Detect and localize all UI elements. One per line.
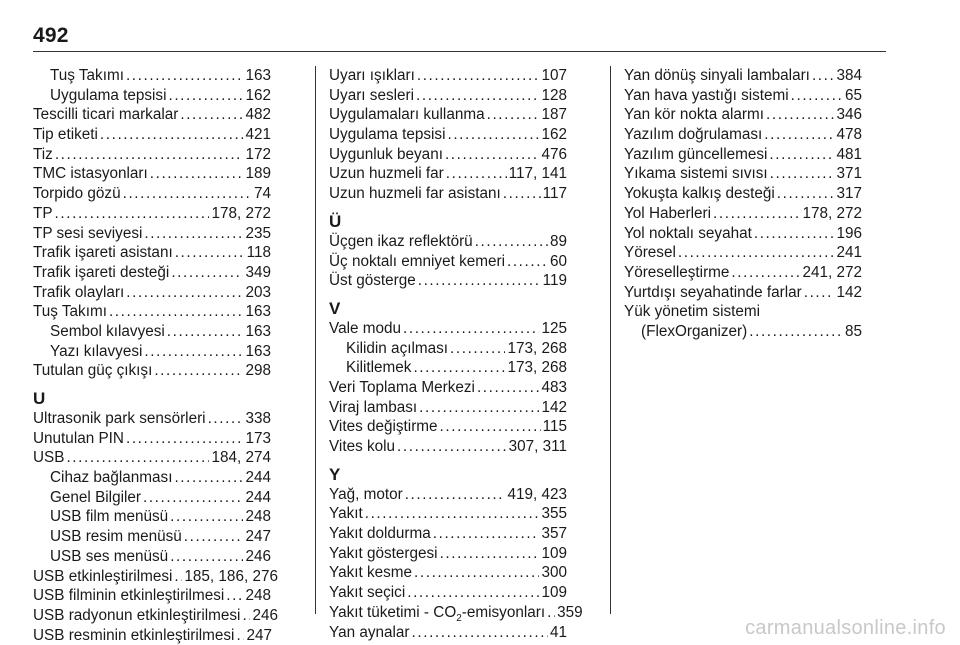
index-entry bbox=[624, 105, 862, 125]
index-page-numbers: 85 bbox=[844, 322, 862, 340]
index-page-numbers: 482 bbox=[245, 106, 271, 124]
index-term: Yük yönetim sistemi bbox=[624, 303, 761, 321]
index-term: Trafik işareti asistanı bbox=[33, 244, 173, 262]
dot-leader bbox=[764, 125, 834, 145]
dot-leader bbox=[174, 468, 243, 488]
index-page-numbers: 307, 311 bbox=[508, 438, 567, 455]
dot-leader bbox=[446, 164, 507, 184]
dot-leader bbox=[174, 567, 182, 587]
index-page-numbers: 89 bbox=[549, 232, 567, 250]
index-entry bbox=[329, 544, 567, 564]
index-page-numbers: 241 bbox=[836, 244, 862, 262]
index-page-numbers: 142 bbox=[541, 398, 567, 416]
index-entry bbox=[624, 322, 862, 342]
index-entry bbox=[329, 378, 567, 398]
index-term: Yağ, motor bbox=[329, 485, 403, 503]
index-term: Uzun huzmeli far asistanı bbox=[329, 185, 501, 203]
dot-leader bbox=[450, 339, 505, 359]
index-subentry bbox=[33, 342, 271, 362]
dot-leader bbox=[55, 204, 210, 224]
index-page-numbers: 355 bbox=[541, 505, 567, 523]
index-entry bbox=[33, 145, 271, 165]
index-page-numbers: 244 bbox=[245, 488, 271, 506]
dot-leader bbox=[749, 322, 843, 342]
index-page-numbers: 178, 272 bbox=[802, 204, 862, 222]
index-page-numbers: 246 bbox=[245, 547, 271, 565]
dot-leader bbox=[397, 437, 507, 457]
dot-leader bbox=[812, 66, 835, 86]
index-term: Yöreselleştirme bbox=[624, 263, 730, 281]
dot-leader bbox=[236, 626, 244, 645]
index-page-numbers: 119 bbox=[542, 272, 567, 290]
index-subentry bbox=[33, 488, 271, 508]
index-page-numbers: 359 bbox=[557, 603, 583, 621]
index-page-numbers: 300 bbox=[541, 564, 567, 582]
index-page-numbers: 478 bbox=[836, 126, 862, 144]
dot-leader bbox=[407, 583, 539, 603]
column-divider bbox=[315, 66, 316, 614]
index-page-numbers: 349 bbox=[245, 263, 271, 281]
index-term: Yol Haberleri bbox=[624, 204, 712, 222]
index-term: Yıkama sistemi sıvısı bbox=[624, 165, 768, 183]
index-term: Veri Toplama Merkezi bbox=[329, 378, 475, 396]
index-term: Viraj lambası bbox=[329, 398, 418, 416]
dot-leader bbox=[154, 361, 243, 381]
index-term: Vites değiştirme bbox=[329, 418, 438, 436]
index-entry bbox=[33, 429, 271, 449]
index-page-numbers: 244 bbox=[245, 469, 271, 487]
index-page-numbers: 248 bbox=[245, 587, 271, 605]
dot-leader bbox=[180, 105, 243, 125]
index-entry bbox=[329, 145, 567, 165]
dot-leader bbox=[433, 524, 540, 544]
index-term: Vale modu bbox=[329, 319, 401, 337]
index-page-numbers: 173 bbox=[245, 429, 271, 447]
index-term: USB filminin etkinleştirilmesi bbox=[33, 587, 225, 605]
index-page-numbers: 162 bbox=[245, 86, 271, 104]
index-term: Yakıt kesme bbox=[329, 564, 413, 582]
dot-leader bbox=[168, 86, 243, 106]
index-entry bbox=[329, 583, 567, 603]
index-term: Vites kolu bbox=[329, 438, 396, 455]
index-term: Torpido gözü bbox=[33, 185, 121, 203]
index-page-numbers: 163 bbox=[245, 322, 271, 340]
index-term: Yakıt bbox=[329, 505, 363, 523]
index-term: Üç noktalı emniyet kemeri bbox=[329, 252, 505, 270]
index-term: Yakıt göstergesi bbox=[329, 544, 438, 562]
index-term: USB resminin etkinleştirilmesi bbox=[33, 626, 235, 644]
dot-leader bbox=[150, 164, 244, 184]
dot-leader bbox=[126, 429, 243, 449]
index-entry bbox=[329, 437, 567, 457]
index-page-numbers: 163 bbox=[245, 342, 271, 360]
index-page-numbers: 189 bbox=[245, 165, 271, 183]
page-number: 492 bbox=[33, 24, 69, 47]
dot-leader bbox=[170, 547, 243, 567]
dot-leader bbox=[66, 448, 209, 468]
index-entry bbox=[624, 86, 862, 106]
index-page-numbers: 384 bbox=[836, 67, 862, 84]
index-entry bbox=[329, 271, 567, 291]
index-subentry bbox=[329, 358, 567, 378]
index-page-numbers: 117 bbox=[542, 185, 567, 203]
index-page-numbers: 162 bbox=[541, 126, 567, 144]
index-entry bbox=[329, 398, 567, 418]
dot-leader bbox=[365, 504, 540, 524]
dot-leader bbox=[713, 204, 800, 224]
dot-leader bbox=[405, 485, 506, 505]
index-entry bbox=[33, 184, 271, 204]
dot-leader bbox=[143, 488, 243, 508]
index-term: Kilitlemek bbox=[346, 359, 412, 377]
index-term: Yakıt doldurma bbox=[329, 525, 431, 543]
index-entry bbox=[624, 263, 862, 283]
index-entry bbox=[33, 283, 271, 303]
index-term: Uygulama tepsisi bbox=[50, 86, 167, 104]
index-page-numbers: 115 bbox=[542, 418, 567, 436]
dot-leader bbox=[731, 263, 800, 283]
index-term: Uygunluk beyanı bbox=[329, 145, 443, 163]
index-column-1 bbox=[33, 66, 278, 645]
index-page-numbers: 185, 186, 276 bbox=[184, 567, 278, 585]
index-subentry bbox=[33, 468, 271, 488]
index-page-numbers: 172 bbox=[245, 145, 271, 163]
index-term: Tutulan güç çıkışı bbox=[33, 362, 153, 380]
index-term: Sembol kılavyesi bbox=[50, 322, 165, 340]
index-term: Yazı kılavyesi bbox=[50, 342, 143, 360]
index-page-numbers: 247 bbox=[245, 528, 271, 546]
index-page-numbers: 421 bbox=[245, 126, 271, 144]
index-entry bbox=[624, 145, 862, 165]
index-page-numbers: 109 bbox=[541, 544, 567, 562]
index-term-subscript: 2 bbox=[456, 612, 462, 624]
dot-leader bbox=[144, 342, 243, 362]
index-entry bbox=[33, 409, 271, 429]
index-letter-heading: U bbox=[33, 389, 46, 408]
index-entry bbox=[329, 623, 567, 643]
index-entry bbox=[329, 319, 567, 339]
index-term: Yan dönüş sinyali lambaları bbox=[624, 67, 810, 84]
index-entry bbox=[33, 125, 271, 145]
index-page-numbers: 128 bbox=[541, 86, 567, 104]
index-page-numbers: 173, 268 bbox=[507, 339, 567, 357]
index-term: Üst gösterge bbox=[329, 272, 416, 290]
index-page-numbers: 246 bbox=[252, 606, 278, 624]
dot-leader bbox=[175, 243, 245, 263]
index-entry bbox=[329, 164, 567, 184]
index-entry bbox=[33, 224, 271, 244]
index-term: Tiz bbox=[33, 145, 53, 163]
dot-leader bbox=[226, 586, 243, 606]
index-term: Genel Bilgiler bbox=[50, 488, 141, 506]
index-entry bbox=[624, 302, 862, 322]
index-page-numbers: 125 bbox=[541, 319, 567, 337]
index-entry bbox=[33, 204, 271, 224]
index-page-numbers: 118 bbox=[246, 244, 271, 262]
index-term: Uyarı sesleri bbox=[329, 86, 414, 104]
dot-leader bbox=[418, 271, 541, 291]
index-page-numbers: 41 bbox=[549, 623, 567, 641]
index-page-numbers: 476 bbox=[541, 145, 567, 163]
index-letter-heading: V bbox=[329, 298, 341, 318]
index-term: USB etkinleştirilmesi bbox=[33, 567, 173, 585]
index-entry bbox=[624, 204, 862, 224]
dot-leader bbox=[403, 319, 539, 339]
index-term: Yokuşta kalkış desteği bbox=[624, 185, 775, 203]
index-column-3 bbox=[624, 66, 862, 342]
dot-leader bbox=[754, 224, 835, 244]
index-entry bbox=[624, 125, 862, 145]
index-letter-heading: Ü bbox=[329, 211, 342, 231]
index-term: Unutulan PIN bbox=[33, 429, 124, 447]
dot-leader bbox=[477, 378, 540, 398]
index-term: USB resim menüsü bbox=[50, 528, 182, 546]
index-page-numbers: 357 bbox=[541, 525, 567, 543]
index-term: (FlexOrganizer) bbox=[641, 322, 748, 340]
index-page-numbers: 248 bbox=[245, 508, 271, 526]
index-term: Yan kör nokta alarmı bbox=[624, 106, 765, 124]
index-term: Uygulamaları kullanma bbox=[329, 106, 485, 124]
dot-leader bbox=[791, 86, 843, 106]
index-term: Tuş Takımı bbox=[33, 303, 107, 321]
index-page-numbers: 142 bbox=[836, 283, 862, 301]
dot-leader bbox=[417, 66, 540, 86]
index-entry bbox=[624, 224, 862, 244]
index-subentry bbox=[33, 547, 271, 567]
index-entry bbox=[329, 105, 567, 125]
dot-leader bbox=[167, 322, 244, 342]
index-term: Uygulama tepsisi bbox=[329, 126, 446, 144]
index-entry bbox=[624, 66, 862, 86]
dot-leader bbox=[770, 164, 835, 184]
dot-leader bbox=[416, 86, 539, 106]
dot-leader bbox=[503, 184, 541, 204]
index-entry bbox=[624, 243, 862, 263]
dot-leader bbox=[507, 252, 548, 272]
index-term: Yakıt seçici bbox=[329, 584, 406, 602]
dot-leader bbox=[678, 243, 835, 263]
index-term: USB ses menüsü bbox=[50, 547, 169, 565]
index-term: Yan aynalar bbox=[329, 623, 410, 641]
index-term: Trafik işareti desteği bbox=[33, 263, 170, 281]
index-term-part: -emisyonları bbox=[461, 603, 546, 621]
index-page-numbers: 317 bbox=[836, 185, 862, 203]
index-subentry bbox=[33, 322, 271, 342]
index-entry bbox=[624, 283, 862, 303]
index-letter-heading: Y bbox=[329, 464, 341, 484]
index-page-numbers: 163 bbox=[245, 67, 271, 84]
dot-leader bbox=[100, 125, 244, 145]
index-term: Uzun huzmeli far bbox=[329, 165, 444, 183]
index-page-numbers: 235 bbox=[245, 224, 271, 242]
index-entry bbox=[33, 164, 271, 184]
dot-leader bbox=[126, 66, 244, 86]
index-term: Kilidin açılması bbox=[346, 339, 449, 357]
index-entry bbox=[329, 563, 567, 583]
index-page-numbers: 419, 423 bbox=[507, 485, 567, 503]
index-entry bbox=[329, 524, 567, 544]
index-term: TP sesi seviyesi bbox=[33, 224, 143, 242]
dot-leader bbox=[547, 603, 555, 623]
index-page-numbers: 65 bbox=[844, 86, 862, 104]
dot-leader bbox=[413, 358, 505, 378]
index-page-numbers: 178, 272 bbox=[211, 204, 271, 222]
index-entry bbox=[33, 302, 271, 322]
dot-leader bbox=[766, 105, 834, 125]
index-page-numbers: 346 bbox=[836, 106, 862, 124]
index-entry bbox=[33, 586, 271, 606]
dot-leader bbox=[445, 145, 540, 165]
index-column-2 bbox=[329, 66, 583, 642]
index-subentry bbox=[33, 86, 271, 106]
index-subentry bbox=[33, 527, 271, 547]
index-entry bbox=[329, 485, 567, 505]
dot-leader bbox=[419, 398, 539, 418]
index-term: USB bbox=[33, 449, 65, 467]
watermark: carmanualsonline.info bbox=[745, 617, 946, 639]
index-term: Yöresel bbox=[624, 244, 676, 262]
index-term: Tuş Takımı bbox=[50, 67, 124, 84]
index-term-part: Yakıt tüketimi - CO bbox=[329, 603, 457, 621]
dot-leader bbox=[242, 606, 250, 626]
index-page-numbers: 298 bbox=[245, 362, 271, 380]
index-page-numbers: 107 bbox=[541, 67, 567, 84]
index-term: Yazılım doğrulaması bbox=[624, 126, 763, 144]
index-entry bbox=[329, 504, 567, 524]
dot-leader bbox=[487, 105, 540, 125]
dot-leader bbox=[804, 283, 835, 303]
index-subentry bbox=[329, 339, 567, 359]
index-subentry bbox=[33, 507, 271, 527]
dot-leader bbox=[440, 417, 541, 437]
index-entry bbox=[33, 448, 271, 468]
index-page-numbers: 163 bbox=[245, 303, 271, 321]
index-page-numbers: 241, 272 bbox=[802, 263, 862, 281]
dot-leader bbox=[55, 145, 244, 165]
dot-leader bbox=[414, 563, 539, 583]
index-term: Yurtdışı seyahatinde farlar bbox=[624, 283, 802, 301]
index-term: Yol noktalı seyahat bbox=[624, 224, 752, 242]
index-page-numbers: 173, 268 bbox=[507, 359, 567, 377]
index-entry bbox=[33, 606, 278, 626]
column-divider bbox=[610, 66, 611, 614]
index-page-numbers: 117, 141 bbox=[508, 165, 567, 183]
index-entry bbox=[329, 125, 567, 145]
index-entry bbox=[329, 252, 567, 272]
dot-leader bbox=[475, 232, 548, 252]
index-term: Ultrasonik park sensörleri bbox=[33, 410, 206, 427]
index-term: Cihaz bağlanması bbox=[50, 469, 173, 487]
index-entry bbox=[624, 164, 862, 184]
index-entry bbox=[329, 86, 567, 106]
index-term: Üçgen ikaz reflektörü bbox=[329, 232, 473, 250]
header-rule bbox=[33, 51, 886, 52]
dot-leader bbox=[171, 263, 243, 283]
index-subentry bbox=[33, 66, 271, 86]
index-page-numbers: 196 bbox=[836, 224, 862, 242]
index-term: TMC istasyonları bbox=[33, 165, 148, 183]
dot-leader bbox=[208, 409, 244, 429]
dot-leader bbox=[170, 507, 243, 527]
index-page-numbers: 247 bbox=[246, 626, 272, 644]
dot-leader bbox=[777, 184, 835, 204]
index-term: Tip etiketi bbox=[33, 126, 98, 144]
index-entry bbox=[624, 184, 862, 204]
index-entry bbox=[329, 232, 567, 252]
dot-leader bbox=[144, 224, 243, 244]
index-entry bbox=[33, 361, 271, 381]
dot-leader bbox=[126, 283, 243, 303]
index-term: Uyarı ışıkları bbox=[329, 67, 415, 84]
index-term: Yan hava yastığı sistemi bbox=[624, 86, 789, 104]
index-entry bbox=[329, 417, 567, 437]
dot-leader bbox=[109, 302, 244, 322]
dot-leader bbox=[412, 623, 548, 643]
index-term: USB film menüsü bbox=[50, 508, 169, 526]
dot-leader bbox=[123, 184, 252, 204]
index-entry bbox=[33, 626, 271, 645]
dot-leader bbox=[184, 527, 244, 547]
index-page-numbers: 74 bbox=[253, 185, 271, 203]
index-page-numbers: 109 bbox=[541, 584, 567, 602]
index-page-numbers: 60 bbox=[549, 252, 567, 270]
index-term: Trafik olayları bbox=[33, 283, 125, 301]
index-page-numbers: 203 bbox=[245, 283, 271, 301]
index-page-numbers: 483 bbox=[541, 378, 567, 396]
index-term: Tescilli ticari markalar bbox=[33, 106, 179, 124]
index-term: TP bbox=[33, 204, 53, 222]
index-page-numbers: 481 bbox=[836, 145, 862, 163]
index-page-numbers: 371 bbox=[836, 165, 862, 183]
index-page-numbers: 184, 274 bbox=[211, 449, 271, 467]
dot-leader bbox=[447, 125, 539, 145]
index-page-numbers: 338 bbox=[245, 410, 271, 427]
index-entry bbox=[329, 184, 567, 204]
index-term: Yazılım güncellemesi bbox=[624, 145, 768, 163]
dot-leader bbox=[440, 544, 540, 564]
index-entry bbox=[33, 243, 271, 263]
dot-leader bbox=[769, 145, 834, 165]
index-entry bbox=[33, 567, 278, 587]
index-term: USB radyonun etkinleştirilmesi bbox=[33, 606, 241, 624]
index-entry bbox=[33, 105, 271, 125]
index-entry bbox=[33, 263, 271, 283]
index-entry bbox=[329, 603, 583, 624]
index-page-numbers: 187 bbox=[541, 106, 567, 124]
index-entry bbox=[329, 66, 567, 86]
